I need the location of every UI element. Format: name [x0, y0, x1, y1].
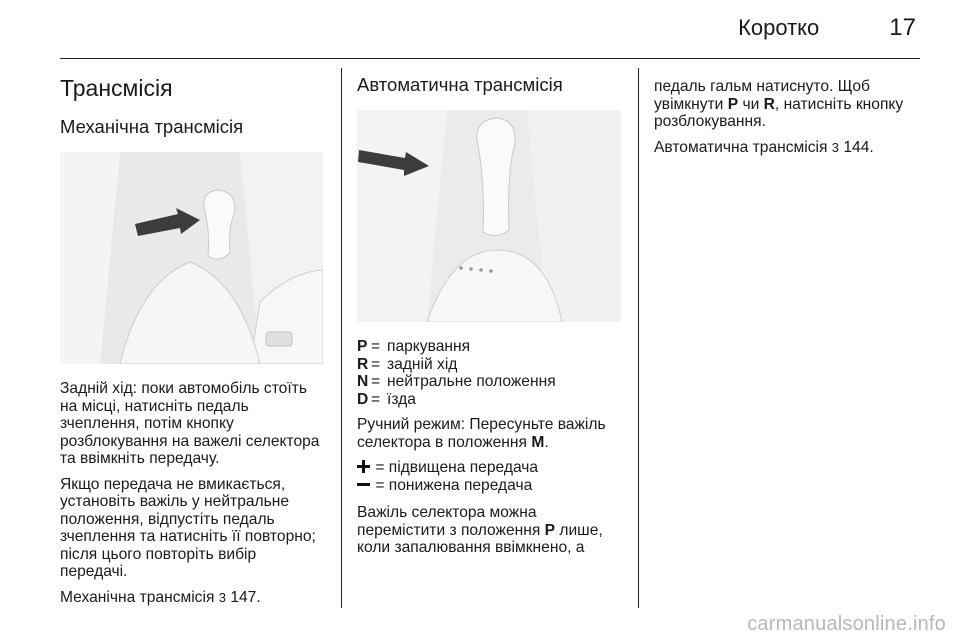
legend-item-n: N = нейтральне положення — [357, 373, 556, 390]
shift-legend — [357, 459, 623, 494]
arrow-reference-icon: 3 — [218, 589, 226, 605]
plus-icon — [357, 460, 371, 474]
gear-not-engaging-paragraph: Якщо передача не вмикається, установіть важіль у нейтральне положення, відпустіть педаль зчеплення та натисніть її повторно; після цього повторіть вибір передачі. — [60, 475, 316, 580]
column-continuation — [654, 78, 926, 164]
mode-key-p: P — [544, 521, 556, 539]
header-rule — [60, 58, 920, 59]
column-automatic — [357, 74, 623, 565]
automatic-heading: Автоматична трансмісія — [357, 74, 563, 95]
reference-label: Механічна трансмісія — [60, 588, 215, 606]
page-number: 17 — [889, 14, 916, 41]
page-header — [738, 14, 916, 42]
manual-shifter-illustration — [60, 152, 323, 364]
column-manual — [60, 74, 326, 614]
reference-page: 147. — [230, 588, 261, 606]
upshift-item: = підвищена передача — [357, 459, 623, 477]
column-divider-1 — [341, 68, 342, 608]
arrow-reference-icon-2: 3 — [831, 139, 839, 155]
subsection-heading: Механічна трансмісія — [60, 116, 244, 137]
unlock-paragraph: педаль гальм натиснуто. Щоб увімкнути P чи R, натисніть кнопку розблокування. — [654, 78, 904, 130]
mode-key-m: M — [531, 433, 545, 451]
minus-icon — [357, 478, 371, 492]
manual-transmission-reference[interactable] — [60, 589, 326, 607]
selector-lever-paragraph: Важіль селектора можна перемістити з положення P лише, коли запалювання ввімкнено, а — [357, 504, 603, 556]
legend-item-d: D = їзда — [357, 390, 416, 408]
gear-legend — [357, 338, 623, 408]
legend-item-r: R = задній хід — [357, 355, 458, 373]
mode-key-p-2: P — [727, 95, 739, 113]
legend-item-p: P = паркування — [357, 338, 471, 355]
automatic-transmission-reference[interactable] — [654, 139, 926, 157]
column-divider-2 — [638, 68, 639, 608]
watermark-text: carmanualsonline.info — [747, 613, 946, 635]
reverse-gear-paragraph: Задній хід: поки автомобіль стоїть на місці, натисніть педаль зчеплення, потім кнопку розблокування на важелі селектора та ввімкніть передачу. — [60, 380, 320, 467]
section-title: Коротко — [738, 15, 820, 40]
manual-mode-paragraph: Ручний режим: Пересуньте важіль селектора в положення M. — [357, 416, 606, 451]
downshift-item: = понижена передача — [357, 477, 623, 495]
reference-page-2: 144. — [843, 138, 874, 156]
reference-label-2: Автоматична трансмісія — [654, 138, 828, 156]
section-heading: Трансмісія — [60, 75, 173, 101]
mode-key-r: R — [763, 95, 775, 113]
automatic-selector-illustration — [357, 110, 621, 322]
